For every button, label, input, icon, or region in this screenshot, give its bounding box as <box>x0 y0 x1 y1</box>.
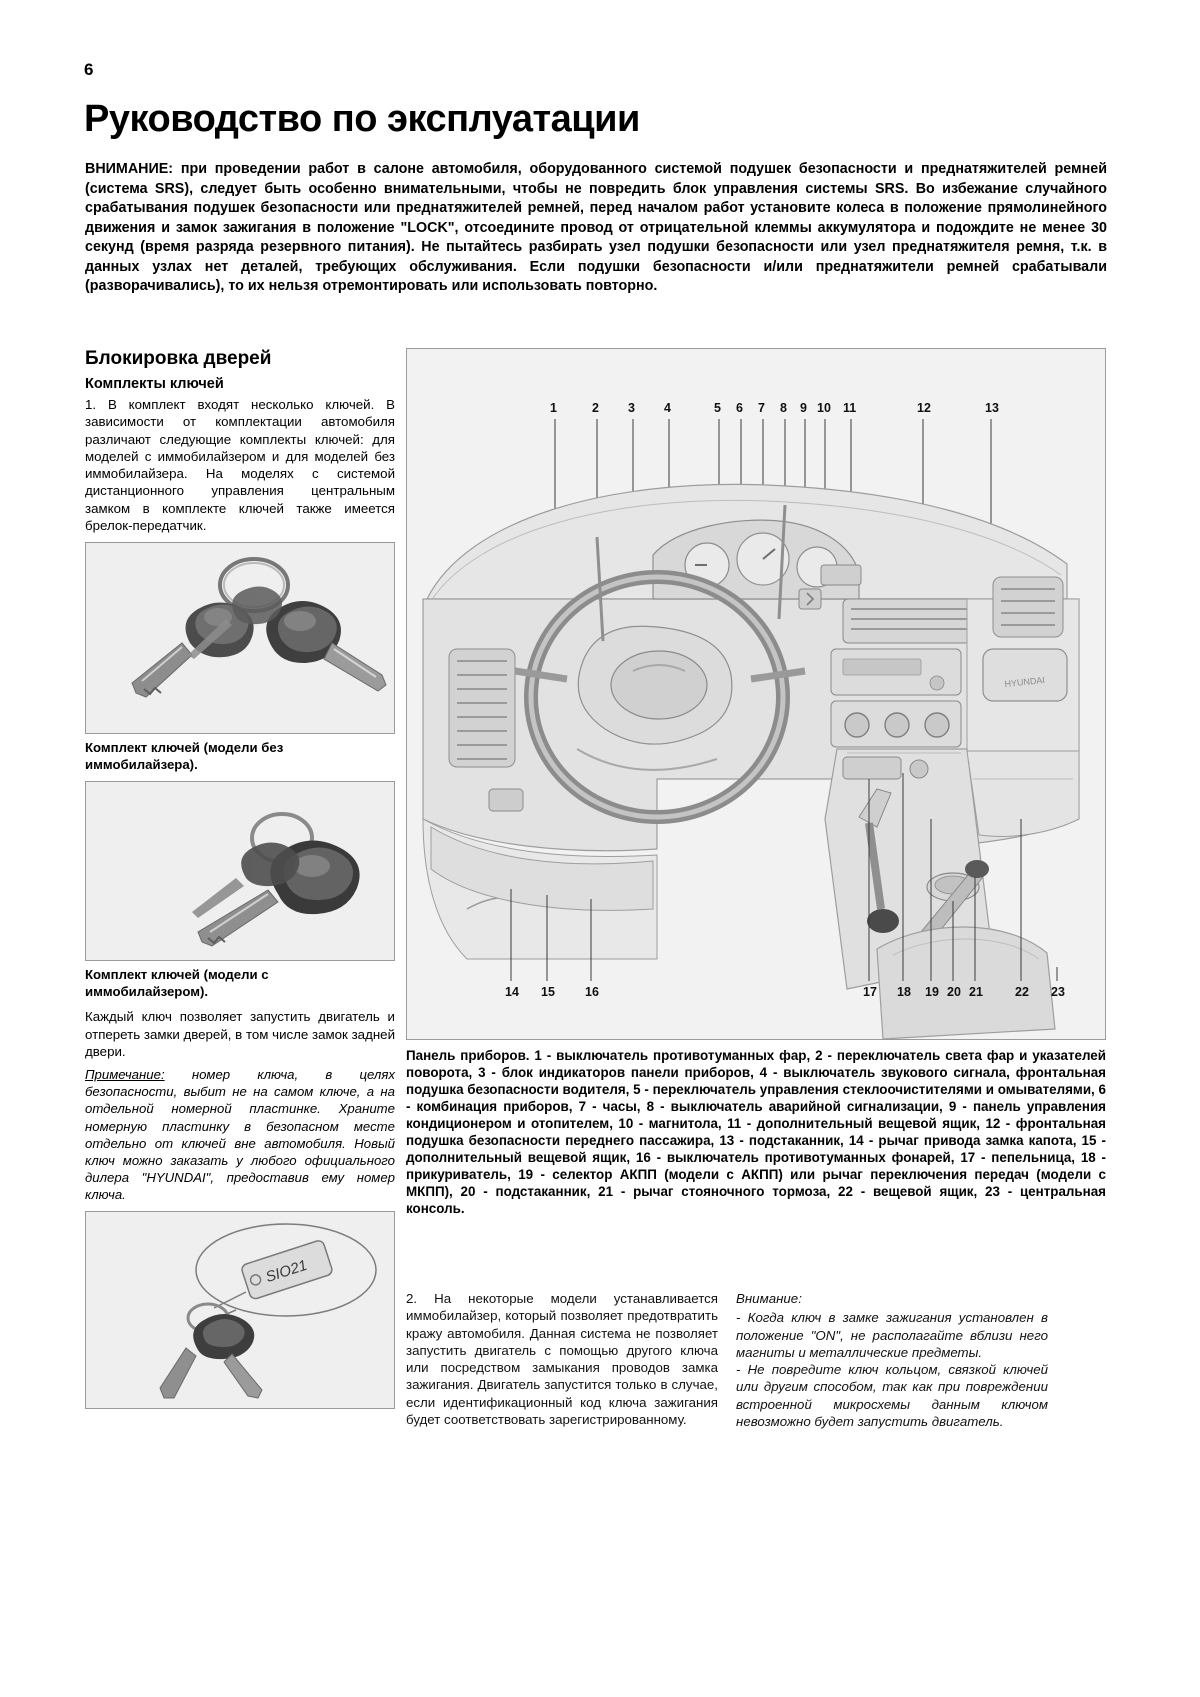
dash-number-18: 18 <box>897 985 911 999</box>
note-label: Примечание: <box>85 1067 165 1083</box>
svg-text:SIO21: SIO21 <box>263 1257 310 1287</box>
dash-number-1: 1 <box>550 401 557 415</box>
right-column <box>406 348 1106 1217</box>
dash-number-22: 22 <box>1015 985 1029 999</box>
figure-keys-with-immobilizer <box>85 781 395 961</box>
dash-number-16: 16 <box>585 985 599 999</box>
dash-number-23: 23 <box>1051 985 1065 999</box>
keys-illustration-1 <box>86 543 394 733</box>
dash-number-17: 17 <box>863 985 877 999</box>
note-body: номер ключа, в целях безопасности, выбит не на самом ключе, а на отдельной номерной пластинке. Храните номерную пластинку в безопасном месте отдельно от ключей вне автомобиля. Новый ключ можно заказать у любого официального дилера "HYUNDAI", предоставив ему номер ключа. <box>85 1067 395 1203</box>
dash-number-5: 5 <box>714 401 721 415</box>
keys-illustration-2 <box>86 782 394 960</box>
dash-number-12: 12 <box>917 401 931 415</box>
figure-caption-instrument-panel: Панель приборов. 1 - выключатель противотуманных фар, 2 - переключатель света фар и указателей поворота, 3 - блок индикаторов панели приборов, 4 - выключатель звукового сигнала, фронтальная подушка безопасности водителя, 5 - переключатель управления стеклоочистителями и омывателями, 6 - комбинация приборов, 7 - часы, 8 - выключатель аварийной сигнализации, 9 - панель управления кондиционером и отопителем, 10 - магнитола, 11 - дополнительный вещевой ящик, 12 - фронтальная подушка безопасности переднего пассажира, 13 - подстаканник, 14 - рычаг привода замка капота, 15 - дополнительный вещевой ящик, 16 - выключатель противотуманных фонарей, 17 - пепельница, 18 - прикуриватель, 19 - селектор АКПП (модели с АКПП) или рычаг переключения передач (модели с МКПП), 20 - подстаканник, 21 - рычаг стояночного тормоза, 22 - вещевой ящик, 23 - центральная консоль. <box>406 1048 1106 1217</box>
figure-keys-without-immobilizer <box>85 542 395 734</box>
figure-caption-keys-without-immobilizer: Комплект ключей (модели без иммобилайзера). <box>85 740 284 772</box>
dash-number-21: 21 <box>969 985 983 999</box>
warning-item-1: - Когда ключ в замке зажигания установлен в положение "ON", не располагайте вблизи него магниты и металлические предметы. <box>736 1310 1048 1360</box>
section-heading-door-lock: Блокировка дверей <box>85 348 272 369</box>
subsection-heading-key-sets: Комплекты ключей <box>85 376 224 392</box>
figure-instrument-panel <box>406 348 1106 1040</box>
dash-number-4: 4 <box>664 401 671 415</box>
intro-warning-paragraph: ВНИМАНИЕ: при проведении работ в салоне автомобиля, оборудованного системой подушек безопасности и преднатяжителей ремней (система SRS), следует быть особенно внимательными, чтобы не повредить блок управления системы SRS. Во избежание случайного срабатывания подушек безопасности или преднатяжителей ремней, перед началом работ установите колеса в положение прямолинейного движения и замок зажигания в положение "LOCK", отсоедините провод от отрицательной клеммы аккумулятора и подождите не менее 30 секунд (время разряда резервного питания). Не пытайтесь разбирать узел подушки безопасности или узел преднатяжителя ремня, т.к. в данных узлах нет деталей, требующих обслуживания. Если подушки безопасности и/или преднатяжители ремней срабатывали (разворачивались), то их нельзя отремонтировать или использовать повторно. <box>85 161 1107 295</box>
page-title: Руководство по эксплуатации <box>84 98 640 140</box>
figure-key-with-number-plate <box>85 1211 395 1409</box>
dash-number-11: 11 <box>843 401 857 415</box>
dash-number-9: 9 <box>800 401 807 415</box>
paragraph-immobilizer: 2. На некоторые модели устанавливается иммобилайзер, который позволяет предотвратить кражу автомобиля. Данная система не позволяет запустить двигатель с помощью другого ключа или посредством замыкания проводов замка зажигания. Двигатель запустится только в случае, если идентификационный код ключа зажигания будет соответствовать зарегистрированному. <box>406 1291 718 1427</box>
dash-number-8: 8 <box>780 401 787 415</box>
note-key-number <box>85 1066 395 1203</box>
page-number: 6 <box>84 60 94 79</box>
paragraph-each-key: Каждый ключ позволяет запустить двигатель и отпереть замки дверей, в том числе замок задней двери. <box>85 1009 395 1059</box>
dash-number-10: 10 <box>817 401 831 415</box>
airbag-badge-text: HYUNDAI <box>1004 674 1046 690</box>
dash-number-7: 7 <box>758 401 765 415</box>
dashboard-illustration <box>407 349 1105 1039</box>
dash-number-14: 14 <box>505 985 519 999</box>
dash-number-13: 13 <box>985 401 999 415</box>
dash-number-19: 19 <box>925 985 939 999</box>
dash-number-6: 6 <box>736 401 743 415</box>
dash-number-3: 3 <box>628 401 635 415</box>
dash-number-2: 2 <box>592 401 599 415</box>
left-column <box>85 348 395 1409</box>
figure-caption-keys-with-immobilizer: Комплект ключей (модели с иммобилайзером). <box>85 967 269 999</box>
warning-item-2: - Не повредите ключ кольцом, связкой ключей или другим способом, так как при повреждении встроенной микросхемы данным ключом невозможно будет запустить двигатель. <box>736 1362 1048 1429</box>
warning-block <box>736 1290 1048 1430</box>
dash-number-15: 15 <box>541 985 555 999</box>
bottom-columns <box>406 1290 1106 1430</box>
warning-heading: Внимание: <box>736 1291 802 1306</box>
key-tag-illustration <box>86 1212 394 1408</box>
dash-number-20: 20 <box>947 985 961 999</box>
paragraph-key-sets: 1. В комплект входят несколько ключей. В зависимости от комплектации автомобиля различают следующие комплекты ключей: для моделей с иммобилайзером и для моделей без иммобилайзера. На моделях с системой дистанционного управления центральным замком в комплекте ключей также имеется брелок-передатчик. <box>85 397 395 533</box>
